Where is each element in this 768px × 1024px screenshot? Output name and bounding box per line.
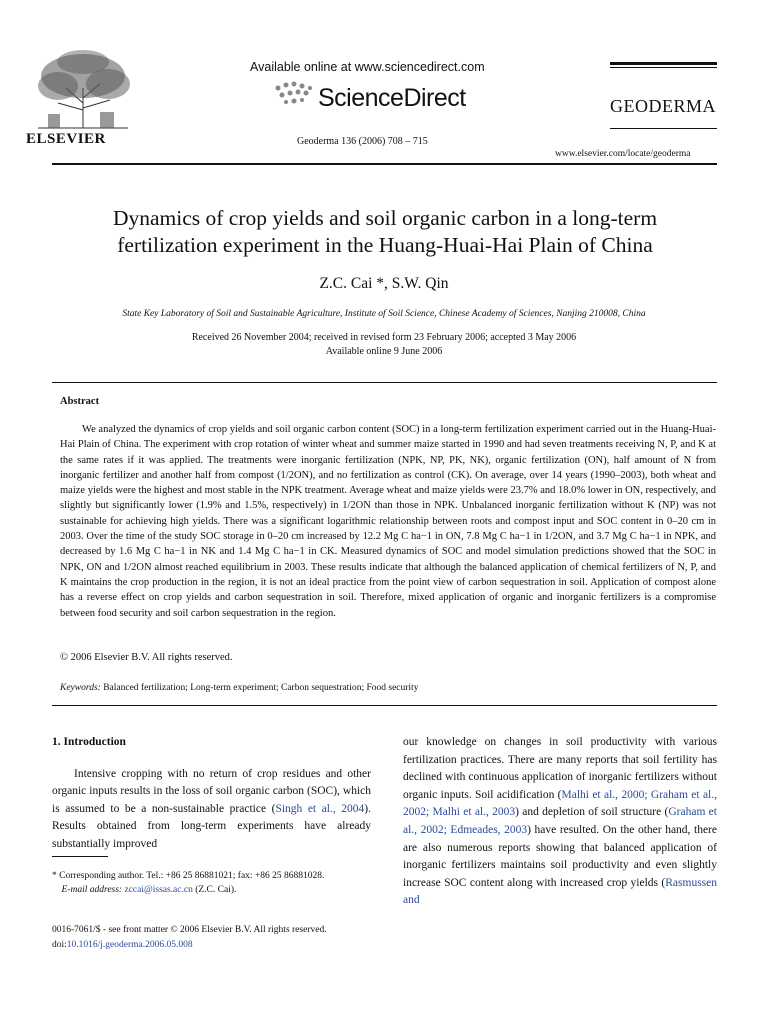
citation-link[interactable]: Rasmussen and <box>403 876 717 907</box>
journal-reference: Geoderma 136 (2006) 708 – 715 <box>297 136 428 147</box>
right-text-1: our knowledge on changes in soil productivity with various fertilization practices. There are many reports that soil fertility has declined with continuous application of inorganic fertilizers without organic inputs. Soil acidification ( <box>403 736 717 801</box>
footnote-rule <box>52 856 108 857</box>
header-divider <box>52 163 717 165</box>
article-title <box>40 205 730 259</box>
journal-rule-bottom <box>610 128 717 129</box>
right-column <box>403 734 717 910</box>
left-column <box>52 734 371 854</box>
sciencedirect-logo-text: ScienceDirect <box>318 84 466 112</box>
intro-text-2: ). Results obtained from long-term experiments have already substantially improved <box>52 802 371 850</box>
article-dates <box>0 331 768 359</box>
journal-url-link[interactable]: www.elsevier.com/locate/geoderma <box>555 149 691 159</box>
keywords-list: Balanced fertilization; Long-term experiment; Carbon sequestration; Food security <box>103 683 419 693</box>
sciencedirect-dots-icon <box>272 80 316 108</box>
footnote <box>52 869 371 897</box>
abstract-copyright: © 2006 Elsevier B.V. All rights reserved. <box>60 652 233 663</box>
keywords <box>60 683 418 693</box>
doi-line <box>52 938 327 953</box>
journal-rule-thick <box>610 62 717 65</box>
available-date: Available online 9 June 2006 <box>325 346 443 357</box>
citation-link[interactable]: Malhi et al., 2000; Graham et al., 2002; Malhi et al., 2003 <box>403 788 717 819</box>
received-dates: Received 26 November 2004; received in revised form 23 February 2006; accepted 3 May 2006 <box>191 332 577 343</box>
abstract-heading: Abstract <box>60 396 100 407</box>
email-tail: (Z.C. Cai). <box>195 885 237 895</box>
front-matter <box>52 923 327 953</box>
journal-name: GEODERMA <box>610 96 716 116</box>
publisher-name: ELSEVIER <box>26 131 106 147</box>
section-heading-introduction: 1. Introduction <box>52 736 126 748</box>
abstract-top-rule <box>52 382 717 383</box>
available-online-link[interactable]: Available online at www.sciencedirect.com <box>250 60 485 74</box>
email-label: E-mail address: <box>61 885 123 895</box>
email-link[interactable]: zccai@issas.ac.cn <box>124 885 193 895</box>
citation-link[interactable]: Graham et al., 2002; Edmeades, 2003 <box>403 806 717 836</box>
title-line-1: Dynamics of crop yields and soil organic carbon in a long-term <box>112 206 658 230</box>
abstract-bottom-rule <box>52 705 717 706</box>
abstract-text: We analyzed the dynamics of crop yields and soil organic carbon content (SOC) in a long-term fertilization experiment carried out in the Huang-Huai-Hai Plain of China. The experiment with crop rotation of winter wheat and summer maize started in 1990 and had seven treatments receiving N, P, and K at the same rates if it was applied. The treatments were inorganic fertilization (NPK, NP, PK, NK), organic fertilization (ON), half amount of N from inorganic fertilizer and another half from compost (1/2ON), and no fertilization as control (CK). On average, over 14 years (1990–2003), both wheat and maize yields were the highest and most stable in the NPK treatment. Average wheat and maize yields were 23.7% and 18.0% lower in ON, respectively, and slightly but significantly lower (1.9% and 1.5%, respectively) in 1/2ON than those in NPK. Unbalanced inorganic fertilization without K (NP) was not sustainable for achieving high yields. There was a significant logarithmic relationship between roots and compost input and SOC content in 0–20 cm in 2003. Over the time of the study SOC storage in 0–20 cm increased by 12.2 Mg C ha−1 in ON, 7.8 Mg C ha−1 in 1/2ON, and 3.7 Mg C ha−1 in NPK, and decreased by 1.6 Mg C ha−1 in NK and 1.4 Mg C ha−1 in CK. Measured dynamics of SOC and model simulation predictions showed that the SOC in NPK, ON and 1/2ON almost reached equilibrium in 2003. These results indicate that although the balanced application of chemical fertilizers of N, P, and K maintains the crop production in the region, it is not an ideal practice from the point view of carbon sequestration in soil. Application of compost alone has a reverse effect on crop yields and carbon sequestration in soil. Therefore, mixed application of organic and inorganic fertilizers is a compromise between food security and soil carbon sequestration in the region. <box>60 424 716 619</box>
intro-text-1: Intensive cropping with no return of crop residues and other organic inputs results in the loss of soil organic carbon (SOC), which is assumed to be a non-sustainable practice ( <box>52 767 371 815</box>
authors: Z.C. Cai *, S.W. Qin <box>319 275 449 292</box>
email-line <box>52 883 371 897</box>
affiliation: State Key Laboratory of Soil and Sustainable Agriculture, Institute of Soil Science, Chinese Academy of Sciences, Nanjing 210008, China <box>122 309 646 319</box>
front-matter-line: 0016-7061/$ - see front matter © 2006 Elsevier B.V. All rights reserved. <box>52 925 327 935</box>
journal-rule-thin <box>610 67 717 68</box>
keywords-label: Keywords: <box>60 683 101 693</box>
right-text-2: ) and depletion of soil structure ( <box>515 806 669 819</box>
title-line-2: fertilization experiment in the Huang-Huai-Hai Plain of China <box>117 233 653 257</box>
citation-link[interactable]: Singh et al., 2004 <box>275 802 365 815</box>
doi-link[interactable]: 10.1016/j.geoderma.2006.05.008 <box>66 940 193 950</box>
intro-paragraph <box>52 766 371 854</box>
right-text-3: ) have resulted. On the other hand, there are also numerous reports showing that balanced application of inorganic fertilizers maintains soil productivity and even slightly increase SOC content along with increased crop yields ( <box>403 823 717 889</box>
abstract-body <box>60 422 716 621</box>
elsevier-tree-logo <box>28 48 138 130</box>
corresponding-author-note: * Corresponding author. Tel.: +86 25 86881021; fax: +86 25 86881028. <box>52 871 325 881</box>
doi-label: doi: <box>52 940 67 950</box>
